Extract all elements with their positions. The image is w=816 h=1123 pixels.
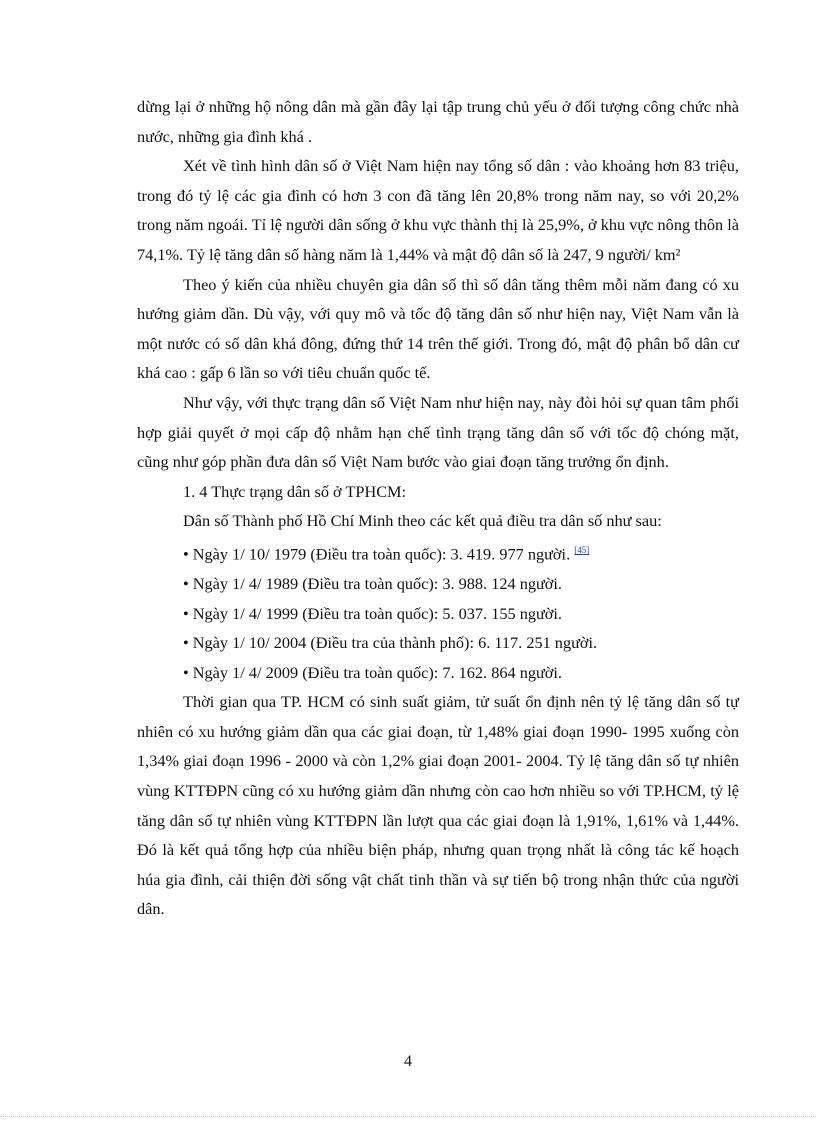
census-item-2004: • Ngày 1/ 10/ 2004 (Điều tra của thành phố): 6. 117. 251 người. bbox=[183, 633, 598, 653]
census-item-1979 bbox=[137, 536, 739, 569]
census-item-1989: • Ngày 1/ 4/ 1989 (Điều tra toàn quốc): 3. 988. 124 người. bbox=[183, 573, 563, 593]
page-content bbox=[137, 92, 739, 924]
paragraph-expert-opinion: Theo ý kiến của nhiều chuyên gia dân số thì số dân tăng thêm mỗi năm đang có xu hướng giảm dần. Dù vậy, với quy mô và tốc độ tăng dân số như hiện nay, Việt Nam vẫn là một nước có số dân khá đông, đứng thứ 14 trên thế giới. Trong đó, mật độ phân bổ dân cư khá cao : gấp 6 lần so với tiêu chuẩn quốc tế. bbox=[137, 274, 739, 383]
census-item-2009: • Ngày 1/ 4/ 2009 (Điều tra toàn quốc): 7. 162. 864 người. bbox=[183, 662, 563, 682]
paragraph-hcm-trends: Thời gian qua TP. HCM có sinh suất giảm, tử suất ổn định nên tỷ lệ tăng dân số tự nhiên có xu hướng giảm dần qua các giai đoạn, từ 1,48% giai đoạn 1990- 1995 xuống còn 1,34% giai đoạn 1996 - 2000 và còn 1,2% giai đoạn 2001- 2004. Tỷ lệ tăng dân số tự nhiên vùng KTTĐPN cũng có xu hướng giảm dần nhưng còn cao hơn nhiều so với TP.HCM, tỷ lệ tăng dân số tự nhiên vùng KTTĐPN lần lượt qua các giai đoạn là 1,91%, 1,61% và 1,44%. Đó là kết quả tổng hợp của nhiều biện pháp, nhưng quan trọng nhất là công tác kế hoạch húa gia đình, cải thiện đời sống vật chất tinh thần và sự tiến bộ trong nhận thức của người dân. bbox=[137, 692, 739, 919]
paragraph-vietnam-population: Xét về tình hình dân số ở Việt Nam hiện nay tổng số dân : vào khoảng hơn 83 triệu, trong đó tỷ lệ các gia đình có hơn 3 con đã tăng lên 20,8% trong năm nay, so với 20,2% trong năm ngoái. Tỉ lệ người dân sống ở khu vực thành thị là 25,9%, ở khu vực nông thôn là 74,1%. Tỷ lệ tăng dân số hàng năm là 1,44% và mật độ dân số là 247, 9 người/ km² bbox=[137, 156, 739, 264]
census-item-1999: • Ngày 1/ 4/ 1999 (Điều tra toàn quốc): 5. 037. 155 người. bbox=[183, 603, 563, 623]
page-bottom-divider bbox=[0, 1116, 816, 1117]
census-intro: Dân số Thành phố Hồ Chí Minh theo các kết quả điều tra dân số như sau: bbox=[183, 511, 662, 531]
census-item-text: • Ngày 1/ 10/ 1979 (Điều tra toàn quốc): 3. 419. 977 người. bbox=[183, 544, 571, 564]
paragraph-conclusion: Như vậy, với thực trạng dân số Việt Nam như hiện nay, này đòi hỏi sự quan tâm phối hợp giải quyết ở mọi cấp độ nhằm hạn chế tình trạng tăng dân số với tốc độ chóng mặt, cũng như góp phần đưa dân số Việt Nam bước vào giai đoạn tăng trưởng ổn định. bbox=[137, 392, 739, 472]
section-heading: 1. 4 Thực trạng dân số ở TPHCM: bbox=[183, 481, 407, 501]
paragraph-continuation: dừng lại ở những hộ nông dân mà gần đây lại tập trung chủ yếu ở đối tượng công chức nhà nước, những gia đình khá . bbox=[137, 97, 739, 146]
reference-link[interactable]: [45] bbox=[574, 544, 590, 555]
page-number: 4 bbox=[404, 1053, 412, 1070]
